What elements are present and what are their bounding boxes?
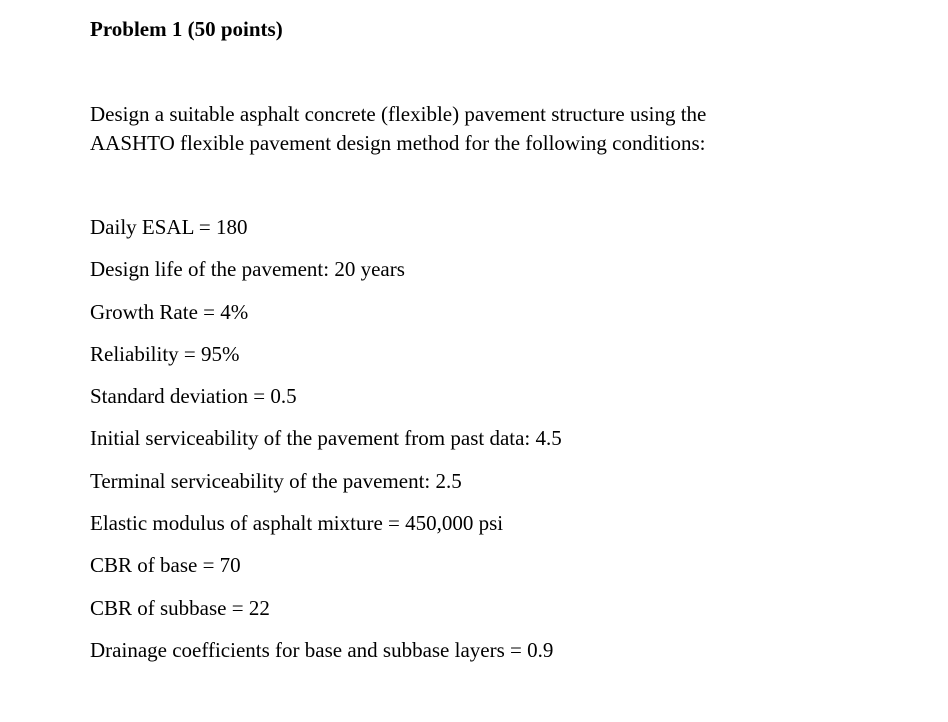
condition-cbr-subbase: CBR of subbase = 22 <box>90 595 270 620</box>
condition-reliability: Reliability = 95% <box>90 341 240 366</box>
condition-standard-deviation: Standard deviation = 0.5 <box>90 384 297 409</box>
condition-design-life: Design life of the pavement: 20 years <box>90 257 405 282</box>
condition-cbr-base: CBR of base = 70 <box>90 553 241 578</box>
condition-growth-rate: Growth Rate = 4% <box>90 299 249 324</box>
intro-line: AASHTO flexible pavement design method for the following conditions: <box>90 131 706 155</box>
intro-line: Design a suitable asphalt concrete (flexible) pavement structure using the <box>90 102 707 126</box>
problem-title: Problem 1 (50 points) <box>90 17 283 41</box>
design-conditions-list <box>90 212 562 677</box>
condition-initial-serviceability: Initial serviceability of the pavement from past data: 4.5 <box>90 426 562 451</box>
problem-intro <box>90 100 890 158</box>
condition-terminal-serviceability: Terminal serviceability of the pavement: 2.5 <box>90 468 462 493</box>
condition-elastic-modulus: Elastic modulus of asphalt mixture = 450,000 psi <box>90 511 504 536</box>
condition-daily-esal: Daily ESAL = 180 <box>90 215 248 239</box>
condition-drainage-coefficients: Drainage coefficients for base and subbase layers = 0.9 <box>90 637 554 662</box>
